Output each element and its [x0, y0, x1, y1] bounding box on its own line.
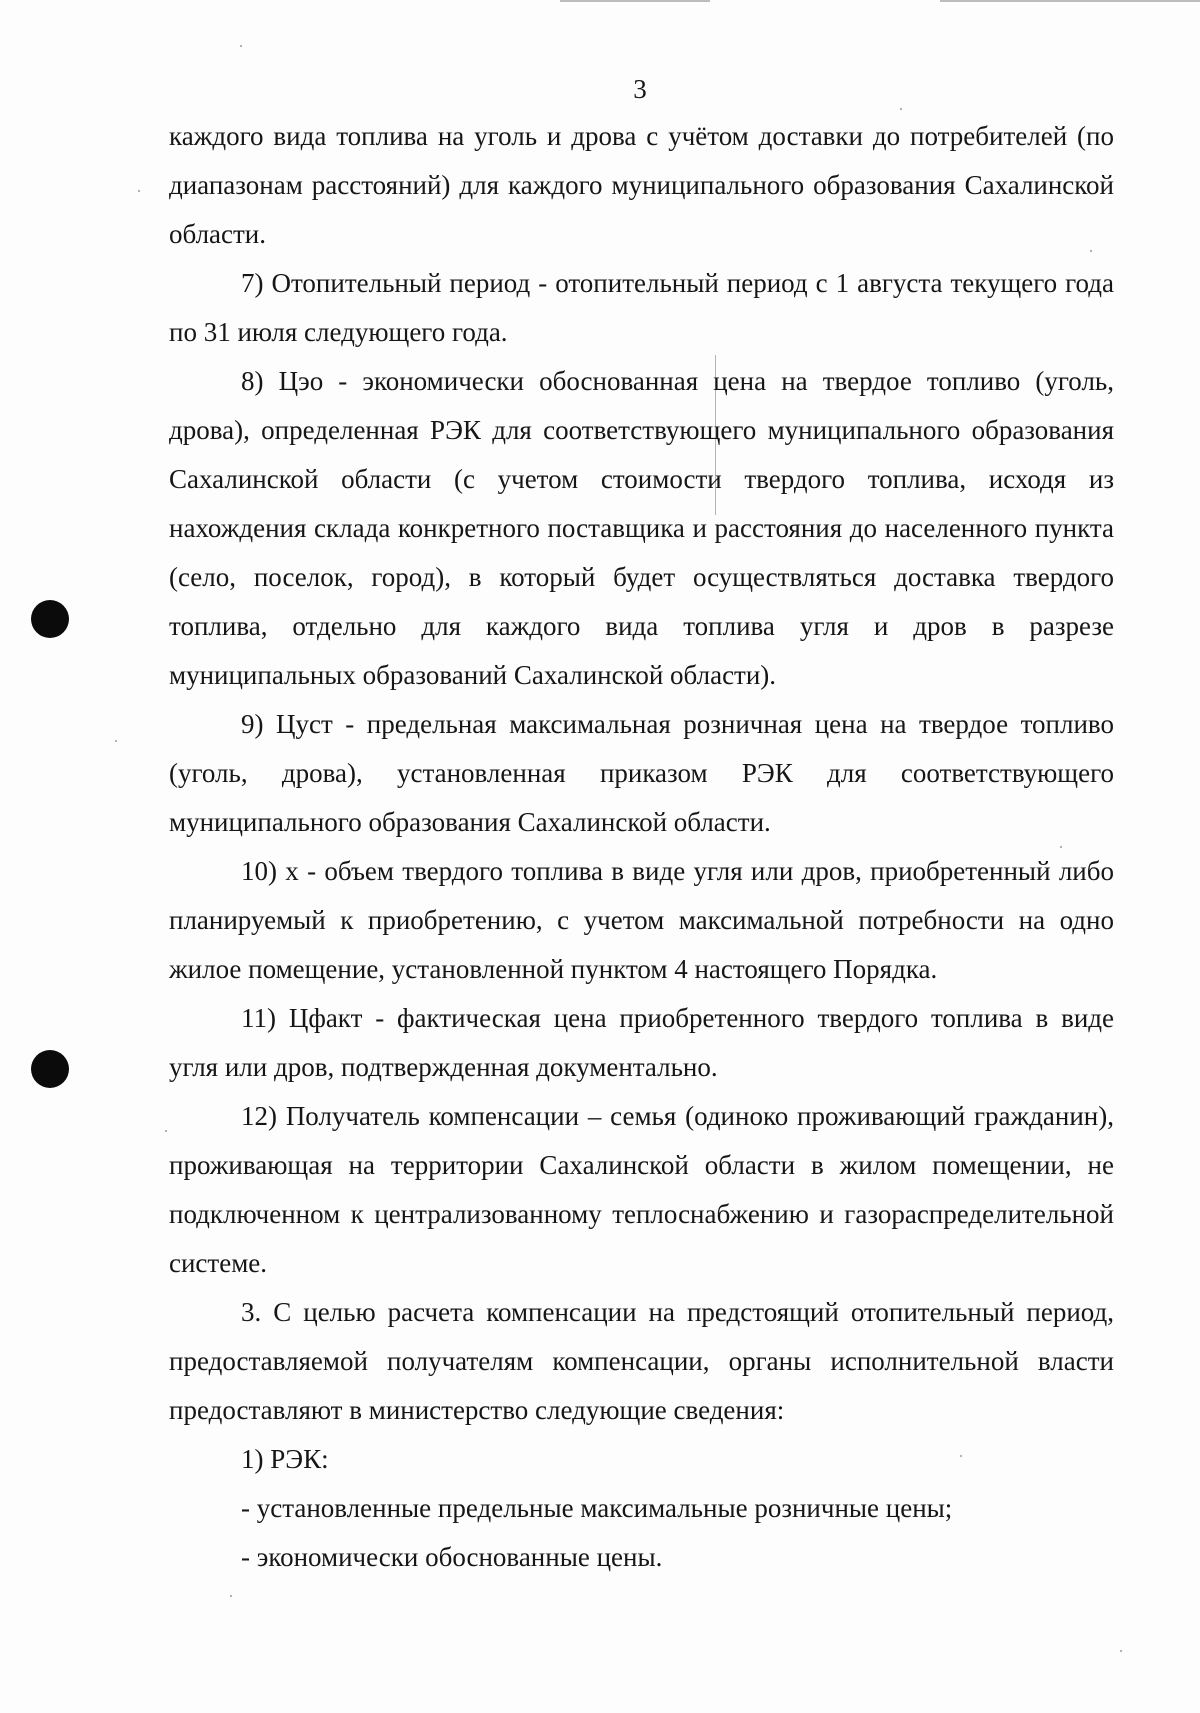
paragraph-item-10: 10) х - объем твердого топлива в виде угля или дров, приобретенный либо планируемый к приобретению, с учетом максимальной потребности на одно жилое помещение, установленной пунктом 4 настоящего Порядка.: [169, 856, 1114, 984]
scan-artifact-line: [940, 0, 1200, 2]
paragraph-item-7: 7) Отопительный период - отопительный период с 1 августа текущего года по 31 июля следующего года.: [169, 268, 1114, 347]
scan-speck: [1120, 1650, 1122, 1652]
punch-hole: [31, 1050, 69, 1088]
paragraph-section-3: 3. С целью расчета компенсации на предстоящий отопительный период, предоставляемой получателям компенсации, органы исполнительной власти предоставляют в министерство следующие сведения:: [169, 1297, 1114, 1425]
punch-hole: [31, 600, 69, 638]
scan-speck: [230, 1595, 232, 1597]
page-number: 3: [633, 74, 647, 104]
scan-speck: [240, 45, 242, 47]
paragraph-item-11: 11) Цфакт - фактическая цена приобретенного твердого топлива в виде угля или дров, подтвержденная документально.: [169, 1003, 1114, 1082]
scan-speck: [138, 190, 140, 192]
paragraph-bullet: - установленные предельные максимальные розничные цены;: [241, 1493, 953, 1523]
paragraph-subitem-1: 1) РЭК:: [241, 1444, 329, 1474]
paragraph-item-8: 8) Цэо - экономически обоснованная цена на твердое топливо (уголь, дрова), определенная РЭК для соответствующего муниципального образования Сахалинской области (с учетом стоимости твердого топлива, исходя из нахождения склада конкретного поставщика и расстояния до населенного пункта (село, поселок, город), в который будет осуществляться доставка твердого топлива, отдельно для каждого вида топлива угля и дров в разрезе муниципальных образований Сахалинской области).: [169, 366, 1114, 690]
document-body: [169, 112, 1114, 1582]
paragraph-item-12: 12) Получатель компенсации – семья (одиноко проживающий гражданин), проживающая на территории Сахалинской области в жилом помещении, не подключенном к централизованному теплоснабжению и газораспределительной системе.: [169, 1101, 1114, 1278]
paragraph-continuation: каждого вида топлива на уголь и дрова с учётом доставки до потребителей (по диапазонам расстояний) для каждого муниципального образования Сахалинской области.: [169, 121, 1114, 249]
paragraph-bullet: - экономически обоснованные цены.: [241, 1542, 663, 1572]
scan-speck: [115, 740, 117, 742]
scan-speck: [900, 108, 902, 110]
scan-artifact-line: [560, 0, 710, 2]
scan-speck: [165, 1130, 167, 1132]
paragraph-item-9: 9) Цуст - предельная максимальная розничная цена на твердое топливо (уголь, дрова), установленная приказом РЭК для соответствующего муниципального образования Сахалинской области.: [169, 709, 1114, 837]
